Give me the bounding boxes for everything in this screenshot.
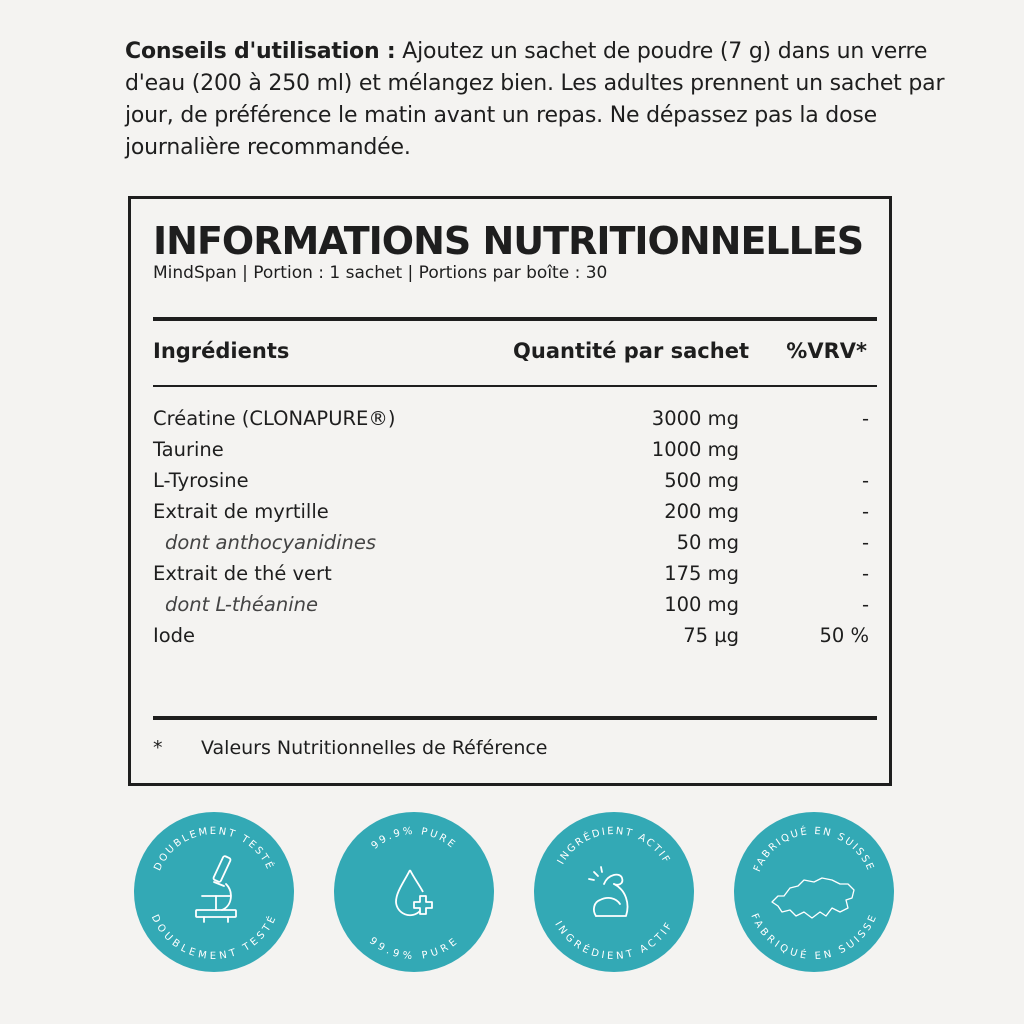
ingredient-quantity: 200 mg xyxy=(664,500,739,523)
ingredient-name: Extrait de thé vert xyxy=(153,562,332,585)
svg-text:99.9% PURE xyxy=(369,826,458,852)
usage-label: Conseils d'utilisation : xyxy=(125,39,396,64)
usage-instructions xyxy=(125,36,965,164)
table-row xyxy=(153,465,869,496)
table-row xyxy=(153,558,869,589)
ingredient-vrv: - xyxy=(861,593,869,616)
ingredient-vrv: - xyxy=(861,531,869,554)
badge-top-text: FABRIQUÉ EN SUISSE xyxy=(751,825,877,874)
table-row xyxy=(153,620,869,651)
table-row xyxy=(153,589,869,620)
badge-ring-text xyxy=(334,812,494,972)
usage-text: Ajoutez un sachet de poudre (7 g) dans un verre d'eau (200 à 250 ml) et mélangez bien. Les adultes prennent un sachet par jour, de préférence le matin avant un repas. Ne dépassez pas la dose journalière recommandée. xyxy=(125,39,945,160)
badge-top-text: 99.9% PURE xyxy=(369,825,459,852)
ingredient-quantity: 1000 mg xyxy=(651,438,739,461)
table-row xyxy=(153,496,869,527)
table-row xyxy=(153,434,869,465)
badge-top-text: INGRÉDIENT ACTIF xyxy=(555,825,673,867)
ingredient-name: Extrait de myrtille xyxy=(153,500,329,523)
table-row xyxy=(153,527,869,558)
nutrition-panel xyxy=(128,196,892,786)
header-vrv: %VRV* xyxy=(786,339,867,363)
ingredient-vrv: - xyxy=(861,500,869,523)
ingredient-vrv: - xyxy=(861,469,869,492)
badge-bottom-text: DOUBLEMENT TESTÉ xyxy=(148,913,280,963)
ingredient-name: L-Tyrosine xyxy=(153,469,249,492)
panel-title: INFORMATIONS NUTRITIONNELLES xyxy=(153,219,864,263)
svg-text:DOUBLEMENT TESTÉ xyxy=(152,826,277,873)
svg-text:FABRIQUÉ EN SUISSE xyxy=(748,912,879,962)
ingredient-name: dont L-théanine xyxy=(165,593,318,616)
ingredient-quantity: 3000 mg xyxy=(651,407,739,430)
ingredient-quantity: 50 mg xyxy=(676,531,739,554)
microscope-icon xyxy=(196,856,236,922)
badge-top-text: DOUBLEMENT TESTÉ xyxy=(152,825,276,873)
badge-bottom-text: FABRIQUÉ EN SUISSE xyxy=(748,912,880,963)
badge-doublement-teste xyxy=(134,812,294,972)
ingredient-name: Créatine (CLONAPURE®) xyxy=(153,407,396,430)
svg-text:DOUBLEMENT TESTÉ xyxy=(149,912,280,962)
badge-ingredient-actif xyxy=(534,812,694,972)
footnote-text: Valeurs Nutritionnelles de Référence xyxy=(201,737,548,759)
badge-ring-text xyxy=(734,812,894,972)
table-row xyxy=(153,403,869,434)
footer-rule xyxy=(153,716,877,720)
ingredient-name: Iode xyxy=(153,624,196,647)
badge-bottom-text: INGRÉDIENT ACTIF xyxy=(552,919,676,963)
header-top-rule xyxy=(153,317,877,321)
ingredient-quantity: 500 mg xyxy=(664,469,739,492)
panel-subtitle: MindSpan | Portion : 1 sachet | Portions par boîte : 30 xyxy=(153,263,608,283)
badge-ring-text xyxy=(134,812,294,972)
ingredient-quantity: 100 mg xyxy=(664,593,739,616)
ingredient-name: Taurine xyxy=(153,438,224,461)
header-quantity: Quantité par sachet xyxy=(513,339,749,363)
header-ingredient: Ingrédients xyxy=(153,339,290,363)
svg-text:INGRÉDIENT ACTIF xyxy=(556,826,673,867)
badge-pure xyxy=(334,812,494,972)
svg-text:FABRIQUÉ EN SUISSE xyxy=(752,824,876,873)
ingredient-vrv: - xyxy=(861,562,869,585)
svg-text:INGRÉDIENT ACTIF xyxy=(552,920,675,963)
ingredient-table xyxy=(153,403,869,651)
badge-ring-text xyxy=(534,812,694,972)
ingredient-vrv: - xyxy=(861,407,869,430)
badge-bottom-text: 99.9% PURE xyxy=(366,935,462,963)
badge-fabrique-en-suisse xyxy=(734,812,894,972)
ingredient-name: dont anthocyanidines xyxy=(165,531,377,554)
water-drop-plus-icon xyxy=(396,870,432,915)
svg-text:99.9% PURE xyxy=(367,935,461,962)
header-bottom-rule xyxy=(153,385,877,387)
ingredient-quantity: 175 mg xyxy=(664,562,739,585)
flexed-arm-icon xyxy=(589,867,628,916)
footnote-marker: * xyxy=(153,737,163,759)
switzerland-map-icon xyxy=(772,878,854,918)
ingredient-quantity: 75 µg xyxy=(683,624,739,647)
ingredient-vrv: 50 % xyxy=(819,624,869,647)
